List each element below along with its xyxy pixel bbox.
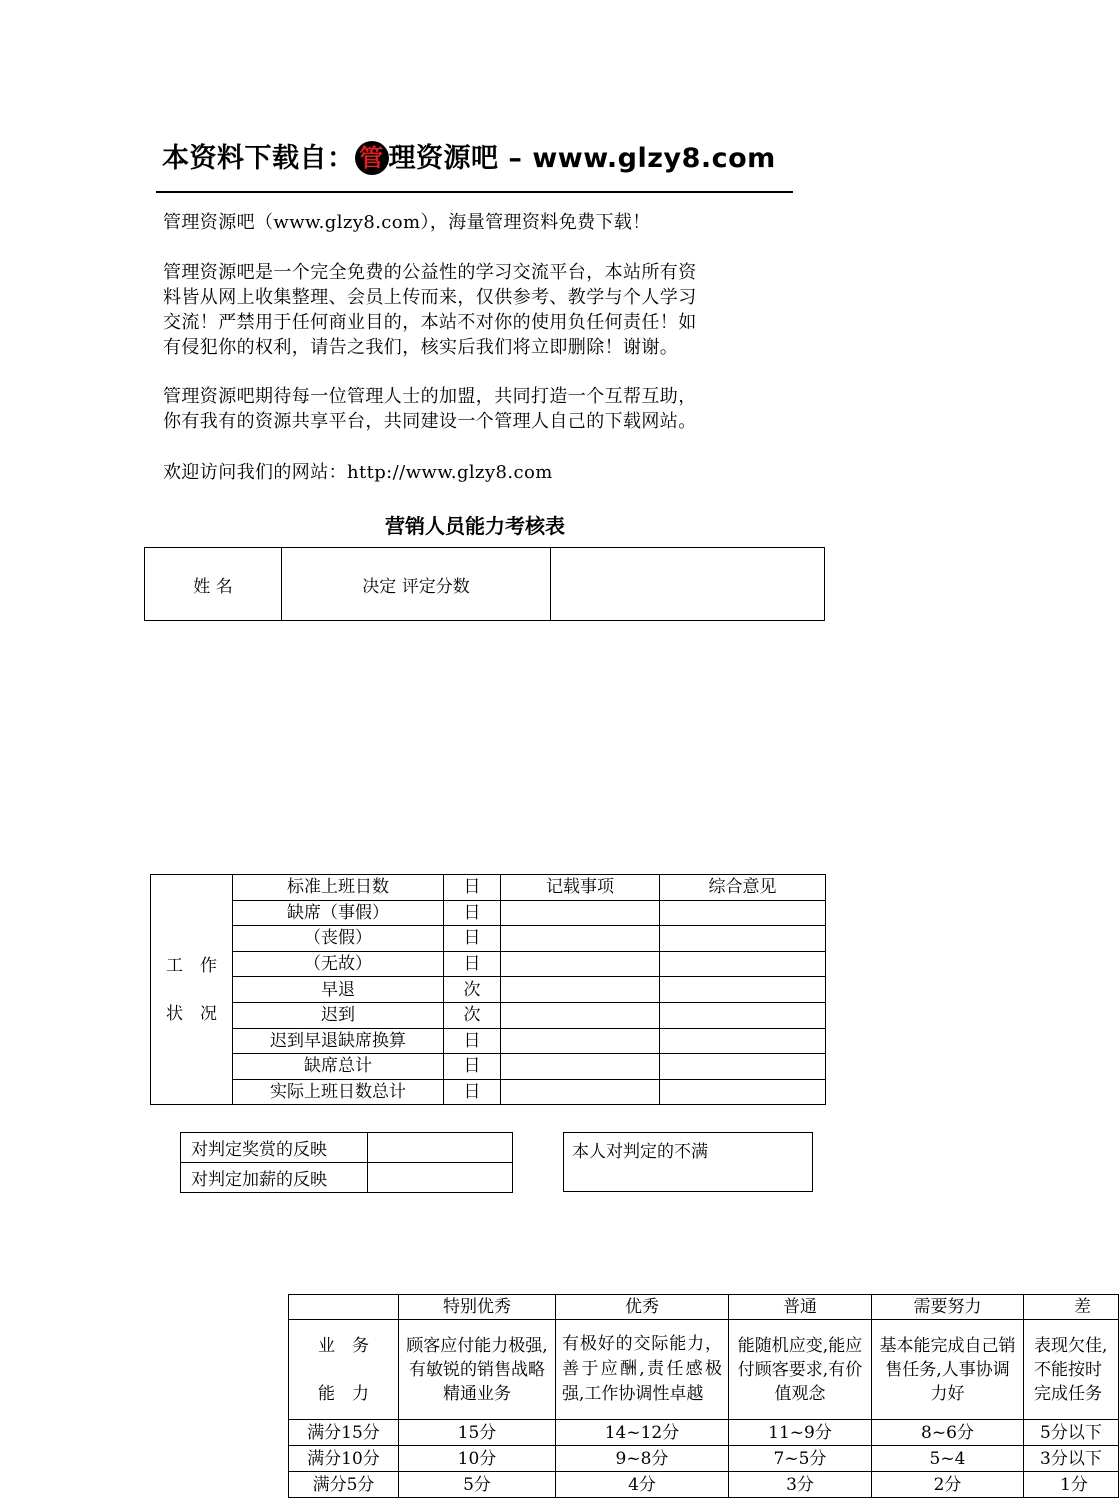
score-label: 决定 评定分数 — [282, 548, 551, 621]
header-blank — [289, 1295, 399, 1320]
opinion-cell[interactable] — [660, 1054, 826, 1080]
opinion-cell[interactable] — [660, 1028, 826, 1054]
header-needs-effort: 需要努力 — [872, 1295, 1024, 1320]
header-excellent: 优秀 — [556, 1295, 729, 1320]
record-cell[interactable] — [501, 1079, 660, 1105]
attendance-unit: 次 — [444, 977, 501, 1003]
record-cell[interactable] — [501, 1054, 660, 1080]
business-ability-table — [288, 1294, 1119, 1498]
opinion-cell[interactable] — [660, 900, 826, 926]
attendance-item: 缺席（事假） — [233, 900, 444, 926]
opinion-cell[interactable] — [660, 977, 826, 1003]
name-label: 姓 名 — [145, 548, 282, 621]
score-row: 满分15分 15分 14~12分 11~9分 8~6分 5分以下 — [289, 1420, 1119, 1446]
intro-paragraph-3: 管理资源吧期待每一位管理人士的加盟，共同打造一个互帮互助， 你有我有的资源共享平台，共同建设一个管理人自己的下载网站。 — [163, 386, 697, 432]
record-cell[interactable] — [501, 926, 660, 952]
attendance-item: （丧假） — [233, 926, 444, 952]
banner-url[interactable]: www.glzy8.com — [532, 143, 776, 174]
desc-needs-effort: 基本能完成自己销售任务,人事协调力好 — [872, 1320, 1024, 1420]
raise-reaction-cell[interactable] — [368, 1163, 513, 1193]
opinion-cell[interactable] — [660, 951, 826, 977]
desc-average: 能随机应变,能应付顾客要求,有价值观念 — [729, 1320, 872, 1420]
record-cell[interactable] — [501, 900, 660, 926]
opinion-cell[interactable] — [660, 1002, 826, 1028]
desc-excellent: 有极好的交际能力，善于应酬,责任感极强,工作协调性卓越 — [556, 1320, 729, 1420]
record-cell[interactable] — [501, 1028, 660, 1054]
banner-site-name: 理资源吧 — [388, 143, 499, 174]
attendance-item: 早退 — [233, 977, 444, 1003]
attendance-unit: 日 — [444, 900, 501, 926]
dissatisfaction-cell[interactable]: 本人对判定的不满 — [564, 1133, 813, 1192]
record-cell[interactable] — [501, 951, 660, 977]
desc-excellent-plus: 顾客应付能力极强,有敏锐的销售战略精通业务 — [399, 1320, 556, 1420]
intro-paragraph-2: 管理资源吧是一个完全免费的公益性的学习交流平台，本站所有资 料皆从网上收集整理、会员上传而来，仅供参考、教学与个人学习 交流！严禁用于任何商业目的，本站不对你的使用负任何责任！如 有侵犯你的权利，请告之我们，核实后我们将立即删除！谢谢。 — [163, 262, 697, 358]
attendance-unit: 日 — [444, 926, 501, 952]
attendance-item: 标准上班日数 — [233, 875, 444, 901]
attendance-item: 缺席总计 — [233, 1054, 444, 1080]
opinion-cell[interactable] — [660, 1079, 826, 1105]
name-score-table — [144, 547, 825, 621]
header-excellent-plus: 特别优秀 — [399, 1295, 556, 1320]
banner-dash: – — [498, 143, 533, 174]
dissatisfaction-table — [563, 1132, 813, 1192]
intro-line1: 管理资源吧（www.glzy8.com），海量管理资料免费下载！ — [163, 212, 651, 233]
attendance-unit: 次 — [444, 1002, 501, 1028]
download-banner — [162, 136, 776, 175]
raise-reaction-label: 对判定加薪的反映 — [181, 1163, 368, 1193]
desc-poor: 表现欠佳,不能按时完成任务 — [1024, 1320, 1119, 1420]
intro-visit-line: 欢迎访问我们的网站：http://www.glzy8.com — [163, 462, 553, 483]
work-status-label: 工 作 状 况 — [151, 875, 233, 1105]
record-cell[interactable] — [501, 1002, 660, 1028]
header-average: 普通 — [729, 1295, 872, 1320]
attendance-unit: 日 — [444, 1028, 501, 1054]
banner-prefix: 本资料下载自： — [162, 143, 355, 174]
header-poor: 差 — [1024, 1295, 1119, 1320]
attendance-unit: 日 — [444, 875, 501, 901]
reward-reaction-label: 对判定奖赏的反映 — [181, 1133, 368, 1163]
attendance-item: 实际上班日数总计 — [233, 1079, 444, 1105]
score-row: 满分5分 5分 4分 3分 2分 1分 — [289, 1472, 1119, 1498]
opinion-header: 综合意见 — [660, 875, 826, 901]
banner-divider — [156, 191, 793, 193]
reaction-table — [180, 1132, 513, 1193]
work-status-table — [150, 874, 826, 1105]
opinion-cell[interactable] — [660, 926, 826, 952]
record-header: 记载事项 — [501, 875, 660, 901]
attendance-item: 迟到 — [233, 1002, 444, 1028]
score-value-cell[interactable] — [551, 548, 825, 621]
attendance-unit: 日 — [444, 1054, 501, 1080]
attendance-unit: 日 — [444, 1079, 501, 1105]
score-row: 满分10分 10分 9~8分 7~5分 5~4 3分以下 — [289, 1446, 1119, 1472]
page-title: 营销人员能力考核表 — [385, 514, 565, 538]
row-label-business-ability: 业 务 能 力 — [289, 1320, 399, 1420]
attendance-unit: 日 — [444, 951, 501, 977]
attendance-item: 迟到早退缺席换算 — [233, 1028, 444, 1054]
attendance-item: （无故） — [233, 951, 444, 977]
record-cell[interactable] — [501, 977, 660, 1003]
site-logo-icon: 管 — [355, 141, 389, 175]
reward-reaction-cell[interactable] — [368, 1133, 513, 1163]
